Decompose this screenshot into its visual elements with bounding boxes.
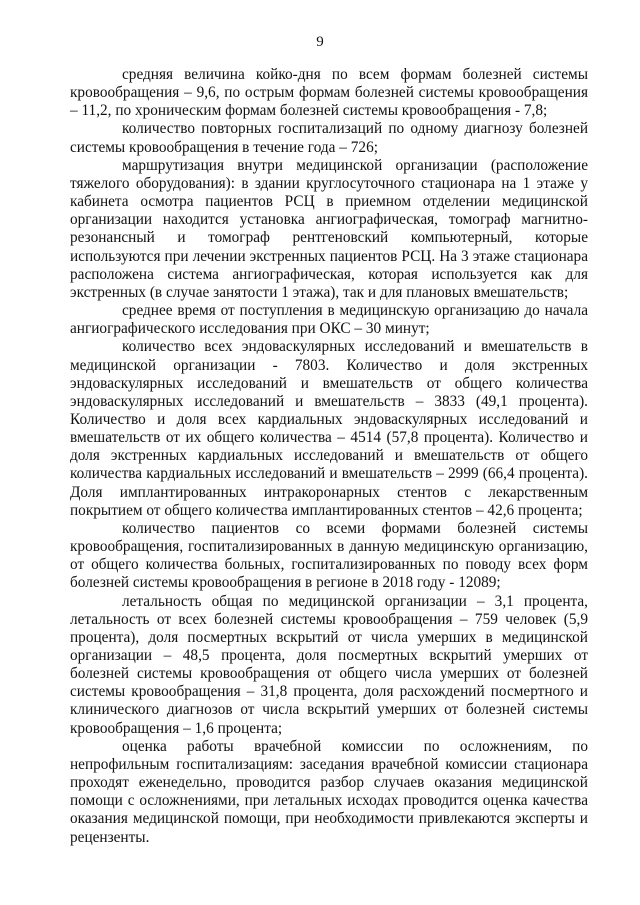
paragraph-time-to-angiography: среднее время от поступления в медицинскую организацию до начала ангиографического исследования при ОКС – 30 минут;	[70, 302, 588, 338]
paragraph-internal-routing: маршрутизация внутри медицинской организации (расположение тяжелого оборудования): в здании круглосуточного стационара на 1 этаже у кабинета осмотра пациентов РСЦ в приемном отделении медицинской организации находится установка ангиографическая, томограф магнитно-резонансный и томограф рентгеновский компьютерный, которые используются при лечении экстренных пациентов РСЦ. На 3 этаже стационара расположена система ангиографическая, которая используется как для экстренных (в случае занятости 1 этажа), так и для плановых вмешательств;	[70, 156, 588, 301]
paragraph-endovascular-counts: количество всех эндоваскулярных исследований и вмешательств в медицинской организации - 7803. Количество и доля экстренных эндоваскулярных исследований и вмешательств от общего количества эндоваскулярных исследований и вмешательств – 3833 (49,1 процента). Количество и доля всех кардиальных эндоваскулярных исследований и вмешательств от их общего количества – 4514 (57,8 процента). Количество и доля экстренных кардиальных исследований и вмешательств от общего количества кардиальных исследований и вмешательств – 2999 (66,4 процента). Доля имплантированных интракоронарных стентов с лекарственным покрытием от общего количества имплантированных стентов – 42,6 процента;	[70, 338, 588, 519]
paragraph-commission-review: оценка работы врачебной комиссии по осложнениям, по непрофильным госпитализациям: заседания врачебной комиссии стационара проходят еженедельно, проводится разбор случаев оказания медицинской помощи с осложнениями, при летальных исходах проводится оценка качества оказания медицинской помощи, при необходимости привлекаются эксперты и рецензенты.	[70, 737, 588, 846]
paragraph-bed-day-average: средняя величина койко-дня по всем формам болезней системы кровообращения – 9,6, по острым формам болезней системы кровообращения – 11,2, по хроническим формам болезней системы кровообращения - 7,8;	[70, 66, 588, 120]
document-body	[70, 66, 588, 847]
paragraph-repeat-hospitalizations: количество повторных госпитализаций по одному диагнозу болезней системы кровообращения в течение года – 726;	[70, 120, 588, 156]
paragraph-mortality: летальность общая по медицинской организации – 3,1 процента, летальность от всех болезней системы кровообращения – 759 человек (5,9 процента), доля посмертных вскрытий от числа умерших в медицинской организации – 48,5 процента, доля посмертных вскрытий умерших от болезней системы кровообращения от общего числа умерших от болезней системы кровообращения – 31,8 процента, доля расхождений посмертного и клинического диагнозов от числа вскрытий умерших от болезней системы кровообращения – 1,6 процента;	[70, 592, 588, 737]
paragraph-patient-share: количество пациентов со всеми формами болезней системы кровообращения, госпитализированных в данную медицинскую организацию, от общего количества больных, госпитализированных по поводу всех форм болезней системы кровообращения в регионе в 2018 году - 12089;	[70, 519, 588, 592]
page-number: 9	[316, 34, 324, 50]
